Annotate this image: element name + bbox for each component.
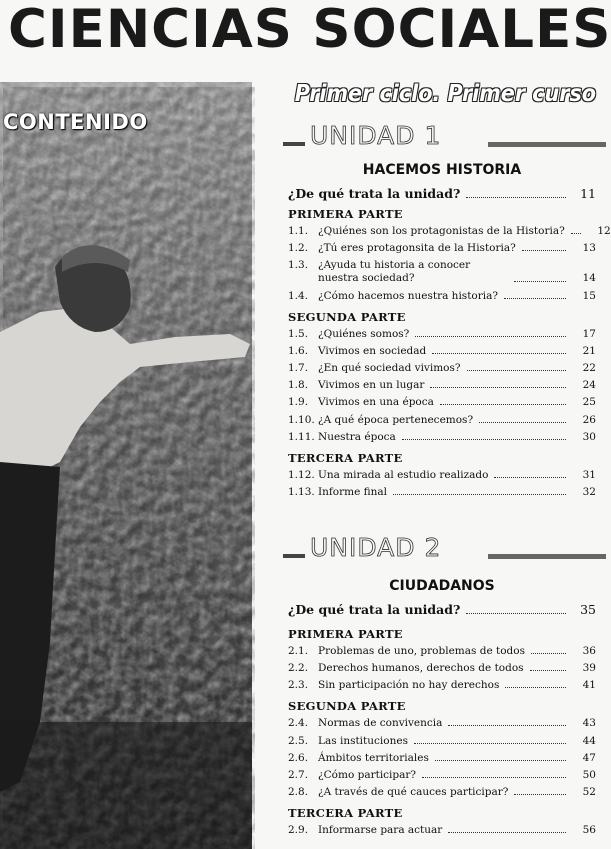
entry-label: Vivimos en sociedad: [318, 344, 427, 357]
toc-entry[interactable]: [288, 328, 596, 341]
entry-page: 52: [582, 786, 596, 799]
unit-2-overview-entry[interactable]: [288, 602, 596, 617]
unit-2-toc: [288, 530, 596, 844]
toc-entry[interactable]: [288, 362, 596, 375]
toc-entry[interactable]: [288, 345, 596, 358]
leader-dots: [514, 281, 566, 282]
unit-1-toc: [288, 118, 611, 506]
entry-page: 36: [582, 645, 596, 657]
toc-entry[interactable]: [288, 786, 596, 799]
leader-dots: [505, 687, 566, 688]
leader-dots: [514, 794, 566, 795]
leader-dots: [479, 422, 566, 423]
entry-page: 50: [582, 768, 596, 781]
entry-label: Nuestra época: [318, 430, 396, 443]
entry-number: 1.9.: [288, 396, 309, 409]
leader-dots: [448, 725, 566, 726]
entry-label: ¿Tú eres protagonsita de la Historia?: [318, 242, 516, 255]
entry-number: 2.4.: [288, 717, 309, 730]
entry-label: Normas de convivencia: [318, 717, 443, 730]
entry-label: Vivimos en un lugar: [318, 379, 425, 392]
entry-label: Derechos humanos, derechos de todos: [318, 662, 524, 675]
entry-number: 1.5.: [288, 327, 309, 340]
toc-entry[interactable]: [288, 469, 596, 482]
entry-label: ¿Quiénes somos?: [318, 327, 410, 340]
entry-number: 1.6.: [288, 344, 309, 357]
entry-label: ¿Cómo hacemos nuestra historia?: [318, 289, 499, 302]
entry-number: 2.2.: [288, 662, 309, 675]
unit-1-header: [288, 118, 596, 158]
entry-label: ¿Ayuda tu historia a conocer nuestra sociedad?: [318, 259, 471, 285]
leader-dots: [415, 336, 566, 337]
part-title: PRIMERA PARTE: [288, 207, 403, 221]
entry-page: 47: [582, 751, 596, 764]
entry-number: 1.10.: [288, 413, 315, 426]
entry-number: 2.3.: [288, 679, 309, 692]
leader-dots: [466, 197, 566, 198]
leader-dots: [494, 477, 566, 478]
entry-page: 12: [597, 225, 611, 237]
entry-label: ¿De qué trata la unidad?: [288, 186, 461, 201]
entry-page: 13: [582, 242, 596, 255]
leader-dots: [414, 743, 566, 744]
divider: [488, 142, 606, 147]
sidebar-heading: CONTENIDO: [3, 110, 148, 134]
entry-label: ¿Quiénes son los protagonistas de la Historia?: [318, 225, 565, 237]
entry-page: 41: [582, 679, 596, 692]
part-title: SEGUNDA PARTE: [288, 309, 406, 324]
unit-1-part-1: [288, 207, 611, 303]
entry-page: 11: [580, 186, 596, 201]
entry-number: 1.1.: [288, 225, 309, 237]
toc-entry[interactable]: [288, 769, 596, 782]
toc-entry[interactable]: [288, 414, 596, 427]
entry-page: 56: [582, 824, 596, 837]
entry-label: Las instituciones: [318, 734, 408, 747]
leader-dots: [504, 298, 566, 299]
entry-number: 2.8.: [288, 786, 309, 799]
toc-entry[interactable]: [288, 242, 596, 255]
entry-page: 31: [582, 468, 596, 481]
entry-page: 39: [582, 662, 596, 675]
farmer-in-field-photo: [0, 82, 252, 849]
unit-1-label: UNIDAD 1: [310, 121, 442, 150]
unit-1-title: HACEMOS HISTORIA: [362, 162, 522, 178]
leader-dots: [467, 370, 566, 371]
leader-dots: [530, 670, 566, 671]
page-title: CIENCIAS SOCIALES: [8, 0, 611, 60]
entry-label: Informarse para actuar: [318, 824, 443, 837]
leader-dots: [430, 387, 566, 388]
entry-page: 35: [580, 602, 596, 617]
entry-page: 32: [582, 485, 596, 498]
entry-number: 1.12.: [288, 468, 315, 481]
entry-label: ¿A qué época pertenecemos?: [318, 413, 474, 426]
entry-number: 1.7.: [288, 361, 309, 374]
toc-entry[interactable]: [288, 824, 596, 837]
entry-label: Problemas de uno, problemas de todos: [318, 645, 525, 657]
entry-page: 17: [582, 327, 596, 340]
entry-label: ¿A través de qué cauces participar?: [318, 786, 509, 799]
entry-number: 2.1.: [288, 645, 309, 657]
leader-dots: [448, 832, 566, 833]
leader-dots: [522, 250, 566, 251]
toc-entry[interactable]: [288, 752, 596, 765]
leader-dots: [402, 439, 566, 440]
divider: [283, 142, 305, 146]
toc-entry[interactable]: [288, 662, 596, 675]
unit-2-label: UNIDAD 2: [310, 533, 442, 562]
entry-number: 2.5.: [288, 734, 309, 747]
course-subtitle: Primer ciclo. Primer curso: [294, 81, 596, 107]
toc-entry[interactable]: [288, 735, 596, 748]
unit-1-part-2: [288, 310, 596, 444]
leader-dots: [571, 233, 581, 234]
entry-label: ¿De qué trata la unidad?: [288, 602, 461, 617]
entry-page: 14: [582, 272, 596, 285]
unit-2-part-2: [288, 699, 596, 799]
toc-entry[interactable]: [288, 290, 596, 303]
entry-label: Informe final: [318, 485, 388, 498]
entry-page: 24: [582, 379, 596, 392]
leader-dots: [435, 760, 566, 761]
toc-entry[interactable]: [288, 717, 596, 730]
entry-label: Ámbitos territoriales: [318, 751, 429, 764]
entry-page: 44: [582, 734, 596, 747]
toc-entry[interactable]: [288, 379, 596, 392]
entry-number: 1.4.: [288, 289, 309, 302]
entry-page: 26: [582, 413, 596, 426]
unit-1-part-3: [288, 451, 596, 499]
entry-page: 30: [582, 430, 596, 443]
leader-dots: [440, 404, 566, 405]
toc-entry[interactable]: [288, 645, 596, 658]
entry-number: 1.3.: [288, 259, 309, 272]
entry-label: Vivimos en una época: [318, 396, 434, 409]
entry-label: Sin participación no hay derechos: [318, 679, 500, 692]
toc-entry[interactable]: [288, 679, 596, 692]
unit-2-header: [288, 530, 596, 570]
toc-entry[interactable]: [288, 225, 611, 238]
part-title: TERCERA PARTE: [288, 450, 403, 465]
toc-entry[interactable]: [288, 259, 596, 285]
entry-number: 1.8.: [288, 379, 309, 392]
entry-number: 2.7.: [288, 768, 309, 781]
unit-2-part-1: [288, 627, 596, 692]
entry-label: Una mirada al estudio realizado: [318, 468, 489, 481]
unit-2-title: CIUDADANOS: [389, 578, 495, 594]
entry-page: 15: [582, 289, 596, 302]
entry-number: 1.13.: [288, 485, 315, 498]
divider: [488, 554, 606, 559]
part-title: TERCERA PARTE: [288, 806, 403, 821]
entry-page: 21: [582, 344, 596, 357]
leader-dots: [432, 353, 566, 354]
toc-entry[interactable]: [288, 486, 596, 499]
entry-label: ¿Cómo participar?: [318, 768, 417, 781]
entry-label: ¿En qué sociedad vivimos?: [318, 361, 461, 374]
entry-number: 1.11.: [288, 430, 315, 443]
toc-entry[interactable]: [288, 396, 596, 409]
toc-entry[interactable]: [288, 431, 596, 444]
leader-dots: [466, 613, 566, 614]
leader-dots: [393, 494, 566, 495]
part-title: PRIMERA PARTE: [288, 627, 403, 641]
entry-number: 2.6.: [288, 751, 309, 764]
leader-dots: [531, 653, 566, 654]
entry-number: 1.2.: [288, 242, 309, 255]
entry-number: 2.9.: [288, 824, 309, 837]
unit-2-part-3: [288, 806, 596, 837]
part-title: SEGUNDA PARTE: [288, 699, 406, 714]
leader-dots: [422, 777, 566, 778]
entry-page: 25: [582, 396, 596, 409]
divider: [283, 554, 305, 558]
unit-1-overview-entry[interactable]: [288, 186, 596, 201]
entry-page: 43: [582, 717, 596, 730]
entry-page: 22: [582, 361, 596, 374]
